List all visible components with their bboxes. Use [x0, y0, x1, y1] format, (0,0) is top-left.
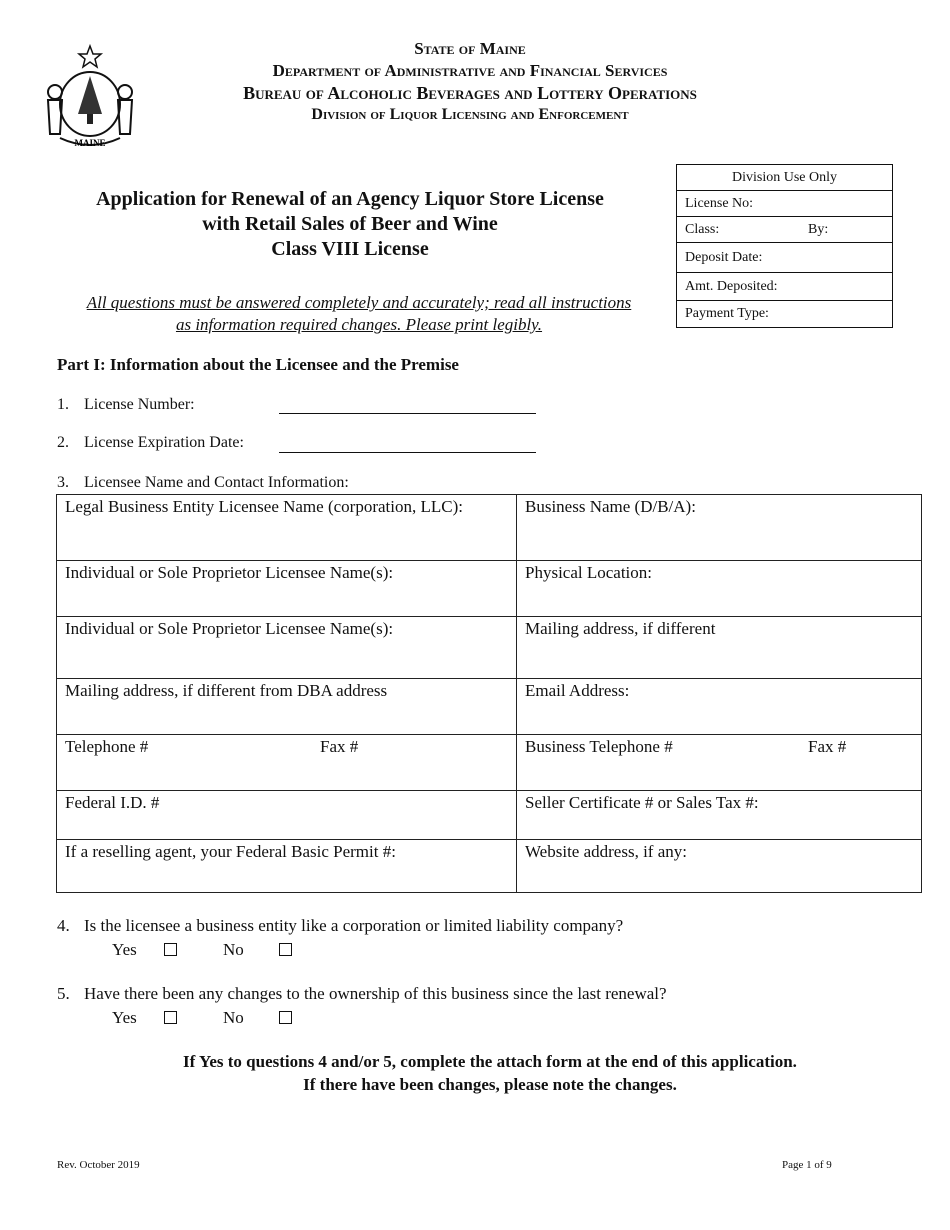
revision-date: Rev. October 2019: [57, 1159, 140, 1171]
table-row: [57, 679, 922, 735]
business-name-cell[interactable]: Business Name (D/B/A):: [517, 495, 922, 561]
website-address-cell[interactable]: Website address, if any:: [517, 840, 922, 893]
q4-no-label: No: [223, 940, 244, 959]
deposit-date-field: Deposit Date:: [677, 242, 892, 272]
department-name: Department of Administrative and Financial Services: [272, 61, 668, 80]
federal-id-cell[interactable]: Federal I.D. #: [57, 791, 517, 840]
sole-proprietor-name-cell[interactable]: Individual or Sole Proprietor Licensee Name(s):: [57, 561, 517, 617]
form-title: Application for Renewal of an Agency Liquor Store License with Retail Sales of Beer and Wine Class VIII License: [96, 188, 604, 260]
bureau-name: Bureau of Alcoholic Beverages and Lottery Operations: [243, 83, 697, 103]
physical-location-cell[interactable]: Physical Location:: [517, 561, 922, 617]
svg-text:MAINE: MAINE: [74, 138, 106, 148]
telephone-fax-cell[interactable]: Telephone # Fax #: [57, 735, 517, 791]
question-5-options: [112, 1008, 292, 1028]
legal-entity-name-cell[interactable]: Legal Business Entity Licensee Name (corporation, LLC):: [57, 495, 517, 561]
sole-proprietor-name-cell-2[interactable]: Individual or Sole Proprietor Licensee Name(s):: [57, 617, 517, 679]
page-number: Page 1 of 9: [782, 1159, 832, 1171]
division-use-box: [676, 164, 893, 328]
agency-header: [150, 38, 790, 126]
q5-yes-checkbox[interactable]: [164, 1011, 177, 1024]
question-4: 4. Is the licensee a business entity like a corporation or limited liability company?: [57, 916, 624, 935]
table-row: [57, 791, 922, 840]
question-1: 1. License Number:: [57, 396, 195, 413]
table-row: [57, 735, 922, 791]
business-telephone-fax-cell[interactable]: Business Telephone # Fax #: [517, 735, 922, 791]
email-address-cell[interactable]: Email Address:: [517, 679, 922, 735]
contact-info-table: [56, 494, 922, 893]
question-2: 2. License Expiration Date:: [57, 434, 244, 451]
table-row: [57, 840, 922, 893]
division-use-heading: Division Use Only: [732, 169, 837, 185]
q4-yes-checkbox[interactable]: [164, 943, 177, 956]
mailing-address-cell[interactable]: Mailing address, if different: [517, 617, 922, 679]
seller-certificate-cell[interactable]: Seller Certificate # or Sales Tax #:: [517, 791, 922, 840]
q4-no-checkbox[interactable]: [279, 943, 292, 956]
q5-no-label: No: [223, 1008, 244, 1027]
state-name: State of Maine: [414, 39, 526, 58]
class-by-field: Class: By:: [677, 216, 892, 242]
license-number-input[interactable]: [279, 413, 536, 414]
question-3: 3. Licensee Name and Contact Information:: [57, 474, 349, 491]
division-name: Division of Liquor Licensing and Enforcement: [311, 106, 629, 123]
instructions: All questions must be answered completely and accurately; read all instructions as information required changes. Please print legibly.: [86, 293, 632, 334]
q4-yes-label: Yes: [112, 940, 137, 959]
license-expiration-input[interactable]: [279, 452, 536, 453]
table-row: [57, 561, 922, 617]
state-seal: [40, 42, 140, 150]
dba-mailing-address-cell[interactable]: Mailing address, if different from DBA address: [57, 679, 517, 735]
question-5: 5. Have there been any changes to the ownership of this business since the last renewal?: [57, 984, 667, 1003]
federal-basic-permit-cell[interactable]: If a reselling agent, your Federal Basic Permit #:: [57, 840, 517, 893]
q5-yes-label: Yes: [112, 1008, 137, 1027]
part-1-heading: Part I: Information about the Licensee and the Premise: [57, 355, 459, 374]
table-row: [57, 495, 922, 561]
attachment-note: If Yes to questions 4 and/or 5, complete the attach form at the end of this application. If there have been changes, please note the changes.: [183, 1052, 797, 1094]
question-4-options: [112, 940, 292, 960]
table-row: [57, 617, 922, 679]
payment-type-field: Payment Type:: [677, 300, 892, 327]
amt-deposited-field: Amt. Deposited:: [677, 272, 892, 300]
license-no-field: License No:: [677, 190, 892, 216]
q5-no-checkbox[interactable]: [279, 1011, 292, 1024]
